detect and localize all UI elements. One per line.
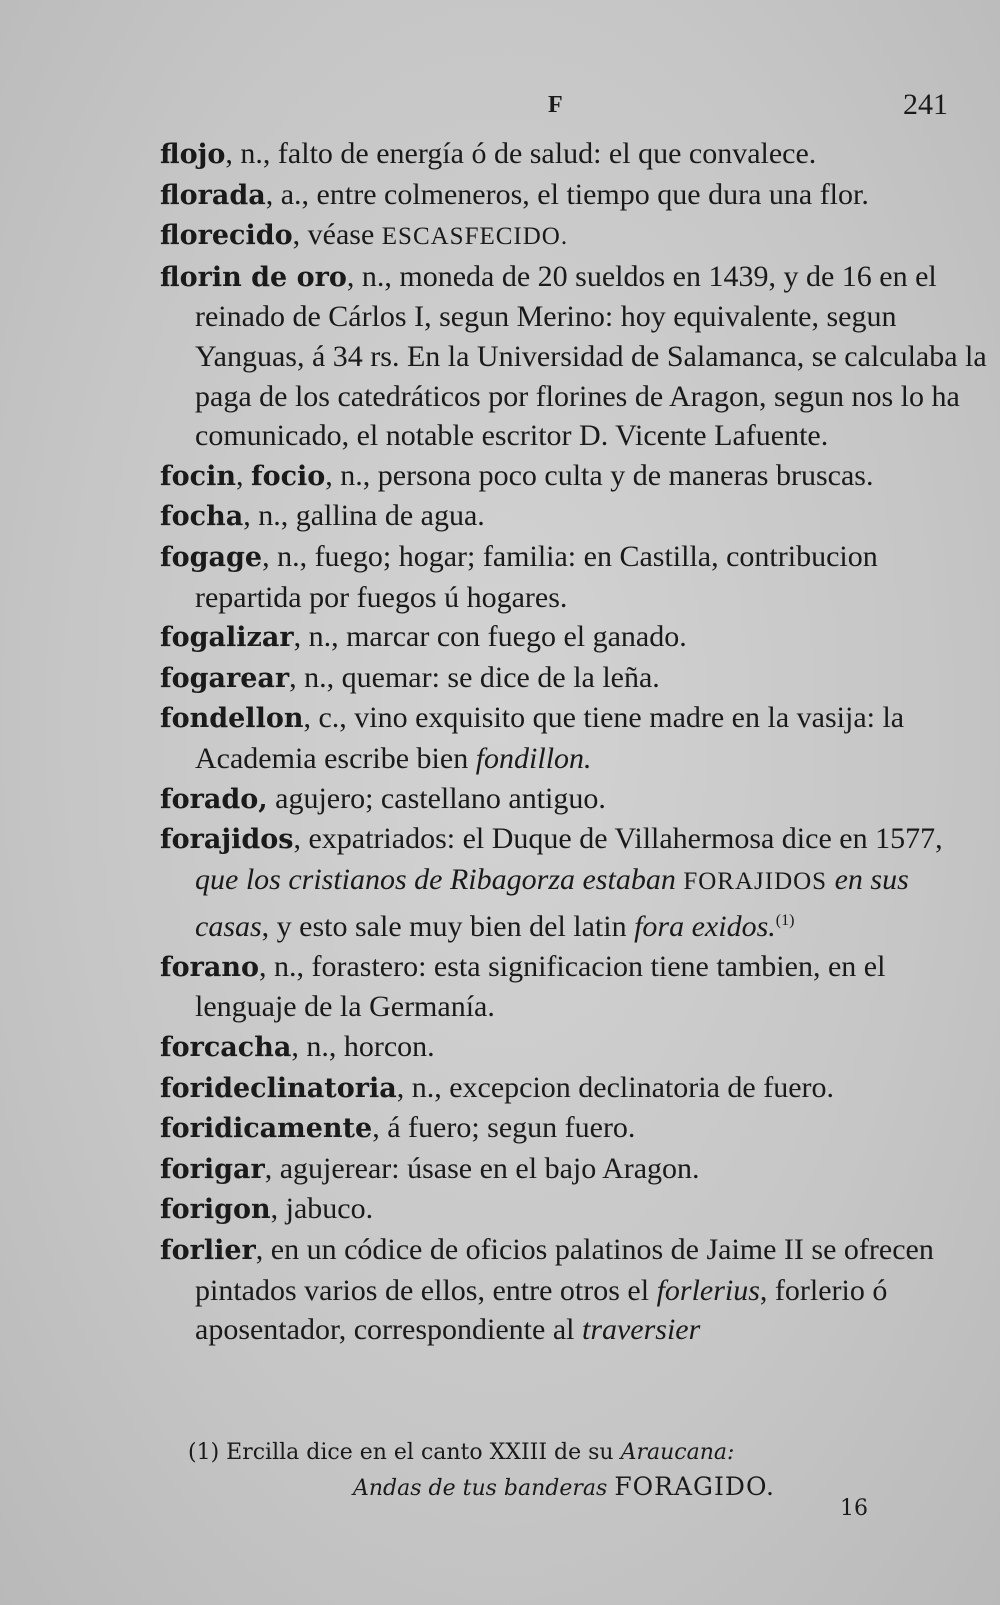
entry <box>160 1189 990 1230</box>
definition: , n., persona poco culta y de maneras bruscas. <box>325 458 874 492</box>
definition: , agujerear: úsase en el bajo Aragon. <box>264 1151 700 1185</box>
definition: , c., vino exquisito que tiene madre en la vasija: la Academia escribe bien <box>195 701 905 775</box>
definition: , n., fuego; hogar; familia: en Castilla, contribucion repartida por fuegos ú hogares. <box>195 539 878 614</box>
entry <box>160 1149 990 1190</box>
definition: , n., marcar con fuego el ganado. <box>293 620 687 654</box>
definition: , n., quemar: se dice de la leña. <box>289 660 660 694</box>
footnote-text: (1) Ercilla dice en el canto XXIII de su <box>188 1440 621 1465</box>
italic-quote: en sus casas <box>195 862 909 944</box>
headword: florecido <box>160 220 293 252</box>
entry <box>160 617 990 658</box>
entry <box>160 134 990 175</box>
footnote-marker: (1) <box>775 912 795 930</box>
signature-mark: 16 <box>840 1496 868 1521</box>
footnote-italic: Araucana: <box>620 1440 735 1465</box>
footnote-line <box>188 1436 958 1470</box>
headword: fondellon <box>160 703 304 735</box>
headword: florin de oro <box>160 261 347 293</box>
entry <box>160 456 990 497</box>
definition: , en un códice de oficios palatinos de Jaime II se ofrecen pintados varios de ellos, entre otros el <box>195 1233 934 1307</box>
separator: , <box>235 458 251 492</box>
section-letter: F <box>548 92 563 118</box>
entry <box>160 537 990 617</box>
footnote-small-caps: FORAGIDO. <box>614 1472 775 1501</box>
headword: forlier <box>160 1235 256 1267</box>
italic-term: fondillon. <box>475 741 592 775</box>
page-header <box>0 88 1000 128</box>
definition: , n., forastero: esta significacion tiene tambien, en el lenguaje de la Germanía. <box>195 949 886 1024</box>
entry <box>160 698 990 778</box>
cross-reference: ESCASFECIDO. <box>381 223 569 251</box>
headword: forigon <box>160 1194 271 1226</box>
italic-term: fora exidos. <box>634 910 776 944</box>
small-caps-term: FORAJIDOS <box>683 867 828 895</box>
definition: , n., gallina de agua. <box>243 499 485 533</box>
entry <box>160 1068 990 1109</box>
headword: forajidos <box>160 824 294 856</box>
definition: , jabuco. <box>270 1192 374 1226</box>
headword: fogarear <box>160 662 290 694</box>
entry <box>160 175 990 216</box>
headword: focha <box>160 501 244 533</box>
entry <box>160 779 990 820</box>
italic-quote: que los cristianos de Ribagorza estaban <box>195 862 684 896</box>
definition: , forlerio ó aposentador, correspondiente al <box>195 1273 888 1347</box>
headword: forado, <box>160 783 268 815</box>
definition: , expatriados: el Duque de Villahermosa dice en 1577, <box>293 822 943 856</box>
headword: forcacha <box>160 1032 292 1064</box>
headword: fogage <box>160 541 263 573</box>
entry <box>160 496 990 537</box>
entry <box>160 819 990 947</box>
footnote-italic: Andas de tus banderas <box>353 1476 615 1501</box>
page-number: 241 <box>903 88 948 121</box>
entry <box>160 947 990 1027</box>
definition: , n., horcon. <box>291 1030 435 1064</box>
headword: fogalizar <box>160 622 294 654</box>
headword: flojo <box>160 139 226 170</box>
headword: focin <box>160 460 236 492</box>
definition: , á fuero; segun fuero. <box>372 1111 636 1145</box>
entry <box>160 1027 990 1068</box>
headword: forano <box>160 951 259 983</box>
headword: forideclinatoria <box>160 1072 397 1104</box>
italic-term: forlerius <box>656 1273 760 1307</box>
entry <box>160 1108 990 1149</box>
entry <box>160 658 990 699</box>
headword: florada <box>160 179 266 211</box>
headword: forigar <box>160 1153 265 1185</box>
entry <box>160 257 990 456</box>
definition: , n., excepcion declinatoria de fuero. <box>396 1070 835 1104</box>
dictionary-entries <box>160 134 990 1350</box>
definition: , y esto sale muy bien del latin <box>261 910 635 944</box>
definition: , véase <box>292 218 382 252</box>
definition: , n., moneda de 20 sueldos en 1439, y de 16 en el reinado de Cárlos I, segun Merino: hoy equivalente, segun Yanguas, á 34 rs. En la Universidad de Salamanca, se calculaba la paga de los catedráticos por florines de Aragon, segun nos lo ha comunicado, el notable escritor D. Vicente Lafuente. <box>195 259 987 453</box>
entry <box>160 1230 990 1350</box>
definition: , a., entre colmeneros, el tiempo que dura una flor. <box>265 177 869 211</box>
entry <box>160 215 990 257</box>
italic-term: traversier <box>581 1313 701 1347</box>
definition: , n., falto de energía ó de salud: el que convalece. <box>225 137 817 170</box>
headword: focio <box>250 460 326 492</box>
definition: agujero; castellano antiguo. <box>267 781 606 815</box>
headword: foridicamente <box>160 1113 373 1145</box>
